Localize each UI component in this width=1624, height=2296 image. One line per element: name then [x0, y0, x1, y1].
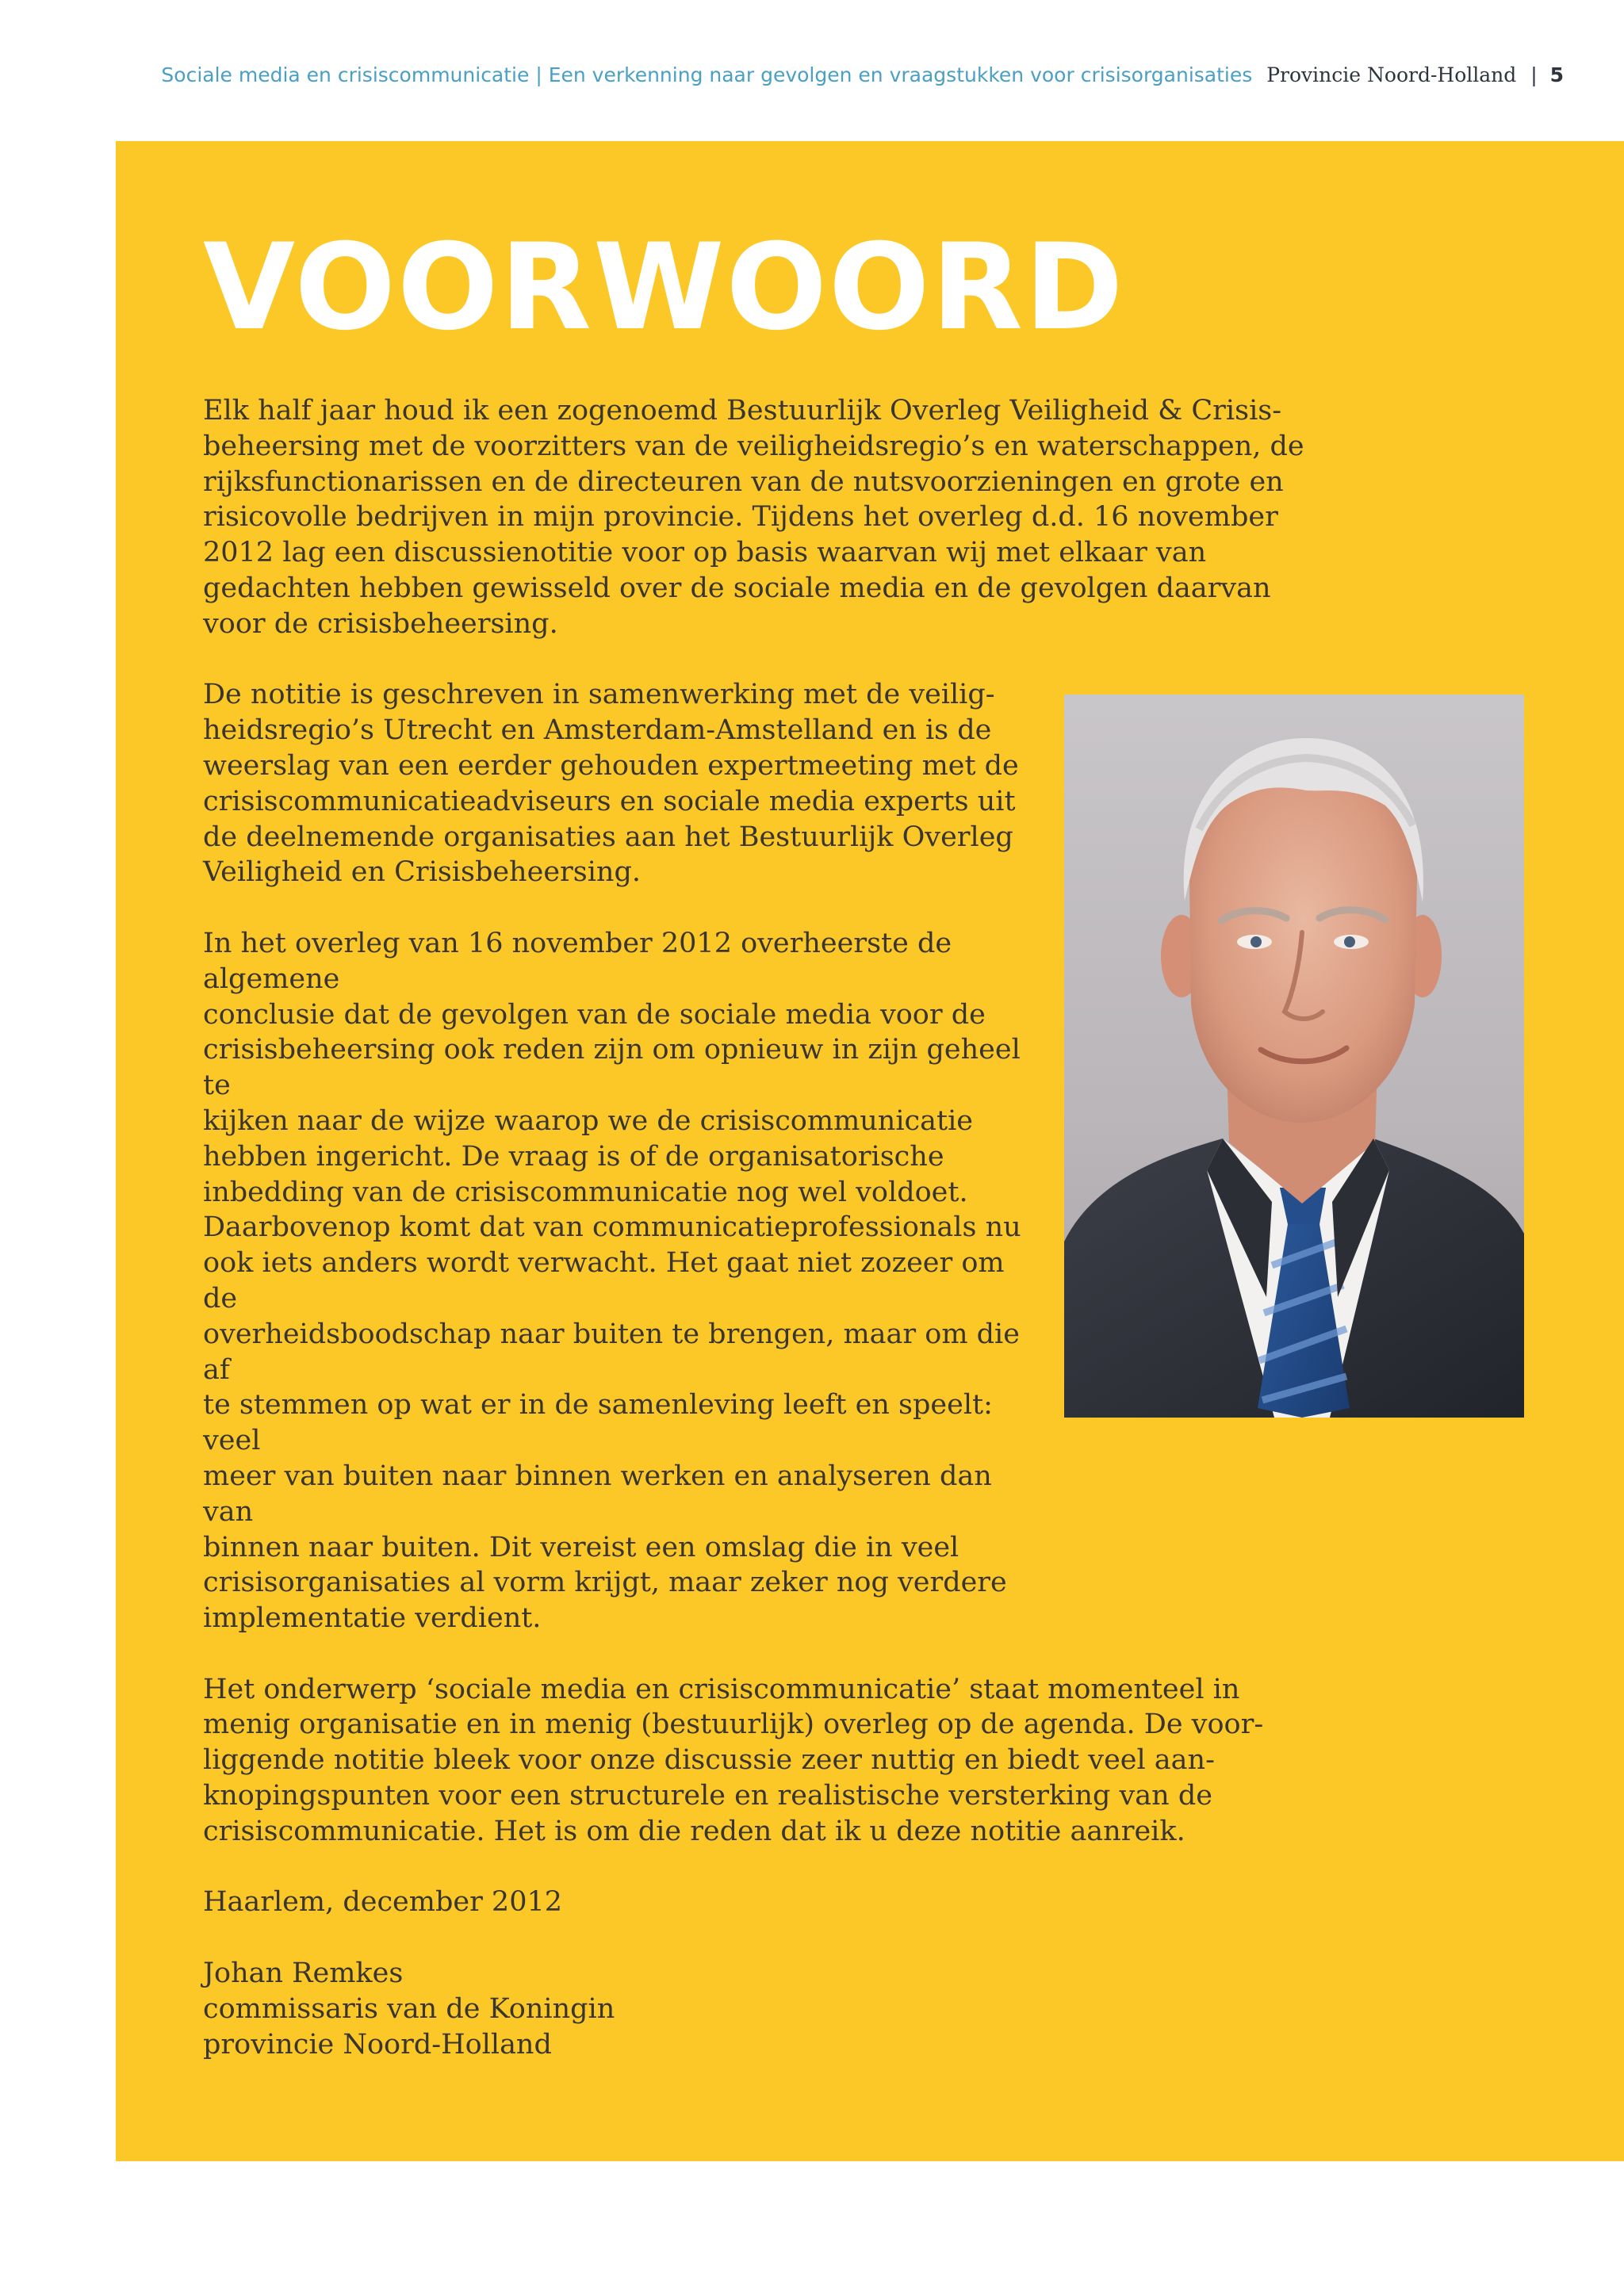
- text-line: overheidsboodschap naar buiten te brengen, maar om die af: [203, 1318, 1020, 1386]
- text-line: binnen naar buiten. Dit vereist een omslag die in veel: [203, 1531, 959, 1563]
- paragraph-4: [203, 1672, 1345, 1850]
- text-line: menig organisatie en in menig (bestuurlijk) overleg op de agenda. De voor-: [203, 1709, 1264, 1741]
- foreword-panel: [116, 141, 1624, 2161]
- text-line: meer van buiten naar binnen werken en analyseren dan van: [203, 1460, 992, 1528]
- paragraph-3: [203, 926, 1044, 1636]
- text-line: risicovolle bedrijven in mijn provincie. Tijdens het overleg d.d. 16 november: [203, 501, 1278, 534]
- signature-organization: provincie Noord-Holland: [203, 2028, 552, 2061]
- text-line: te stemmen op wat er in de samenleving leeft en speelt: veel: [203, 1389, 993, 1457]
- text-line: In het overleg van 16 november 2012 overheerste de algemene: [203, 927, 952, 995]
- text-line: 2012 lag een discussienotitie voor op basis waarvan wij met elkaar van: [203, 537, 1207, 569]
- text-line: heidsregio’s Utrecht en Amsterdam-Amstelland en is de: [203, 714, 992, 747]
- text-line: Veiligheid en Crisisbeheersing.: [203, 856, 641, 889]
- text-line: Elk half jaar houd ik een zogenoemd Bestuurlijk Overleg Veiligheid & Crisis-: [203, 395, 1282, 427]
- text-line: kijken naar de wijze waarop we de crisiscommunicatie: [203, 1104, 973, 1137]
- header-separator: |: [1530, 63, 1538, 86]
- paragraph-2: [203, 677, 1044, 890]
- text-line: knopingspunten voor een structurele en realistische versterking van de: [203, 1780, 1212, 1812]
- place-date: Haarlem, december 2012: [203, 1886, 563, 1919]
- text-line: rijksfunctionarissen en de directeuren van de nutsvoorzieningen en grote en: [203, 465, 1284, 498]
- text-line: gedachten hebben gewisseld over de sociale media en de gevolgen daarvan: [203, 572, 1271, 604]
- text-line: crisiscommunicatieadviseurs en sociale media experts uit: [203, 785, 1016, 817]
- text-line: hebben ingericht. De vraag is of de organisatorische: [203, 1140, 944, 1173]
- text-line: Daarbovenop komt dat van communicatieprofessionals nu: [203, 1211, 1021, 1244]
- paragraph-1: [203, 393, 1345, 642]
- text-line: implementatie verdient.: [203, 1602, 542, 1635]
- text-line: de deelnemende organisaties aan het Bestuurlijk Overleg: [203, 821, 1013, 853]
- header-organization: Provincie Noord-Holland: [1266, 63, 1517, 86]
- page-number: 5: [1549, 63, 1564, 86]
- portrait-illustration: [1064, 695, 1524, 1418]
- text-line: De notitie is geschreven in samenwerking met de veilig-: [203, 679, 995, 711]
- text-line: voor de crisisbeheersing.: [203, 607, 558, 640]
- portrait-photo: [1064, 695, 1524, 1418]
- signature-role: commissaris van de Koningin: [203, 1992, 615, 2025]
- text-line: crisisorganisaties al vorm krijgt, maar zeker nog verdere: [203, 1567, 1007, 1599]
- signature-name: Johan Remkes: [203, 1957, 404, 1990]
- running-header: [161, 62, 1564, 89]
- text-line: Het onderwerp ‘sociale media en crisiscommunicatie’ staat momenteel in: [203, 1673, 1240, 1705]
- signature: [203, 1956, 1345, 2062]
- text-line: crisisbeheersing ook reden zijn om opnieuw in zijn geheel te: [203, 1034, 1021, 1102]
- page-title: VOORWOORD: [203, 219, 1125, 357]
- text-line: beheersing met de voorzitters van de veiligheidsregio’s en waterschappen, de: [203, 430, 1304, 462]
- text-line: weerslag van een eerder gehouden expertmeeting met de: [203, 749, 1019, 782]
- text-line: crisiscommunicatie. Het is om die reden dat ik u deze notitie aanreik.: [203, 1815, 1185, 1847]
- header-publication-title: Sociale media en crisiscommunicatie | Een verkenning naar gevolgen en vraagstukken voor crisisorganisaties: [161, 63, 1253, 86]
- text-line: conclusie dat de gevolgen van de sociale media voor de: [203, 998, 986, 1031]
- text-line: liggende notitie bleek voor onze discussie zeer nuttig en biedt veel aan-: [203, 1744, 1215, 1777]
- text-line: ook iets anders wordt verwacht. Het gaat niet zozeer om de: [203, 1247, 1005, 1314]
- text-line: inbedding van de crisiscommunicatie nog wel voldoet.: [203, 1176, 968, 1208]
